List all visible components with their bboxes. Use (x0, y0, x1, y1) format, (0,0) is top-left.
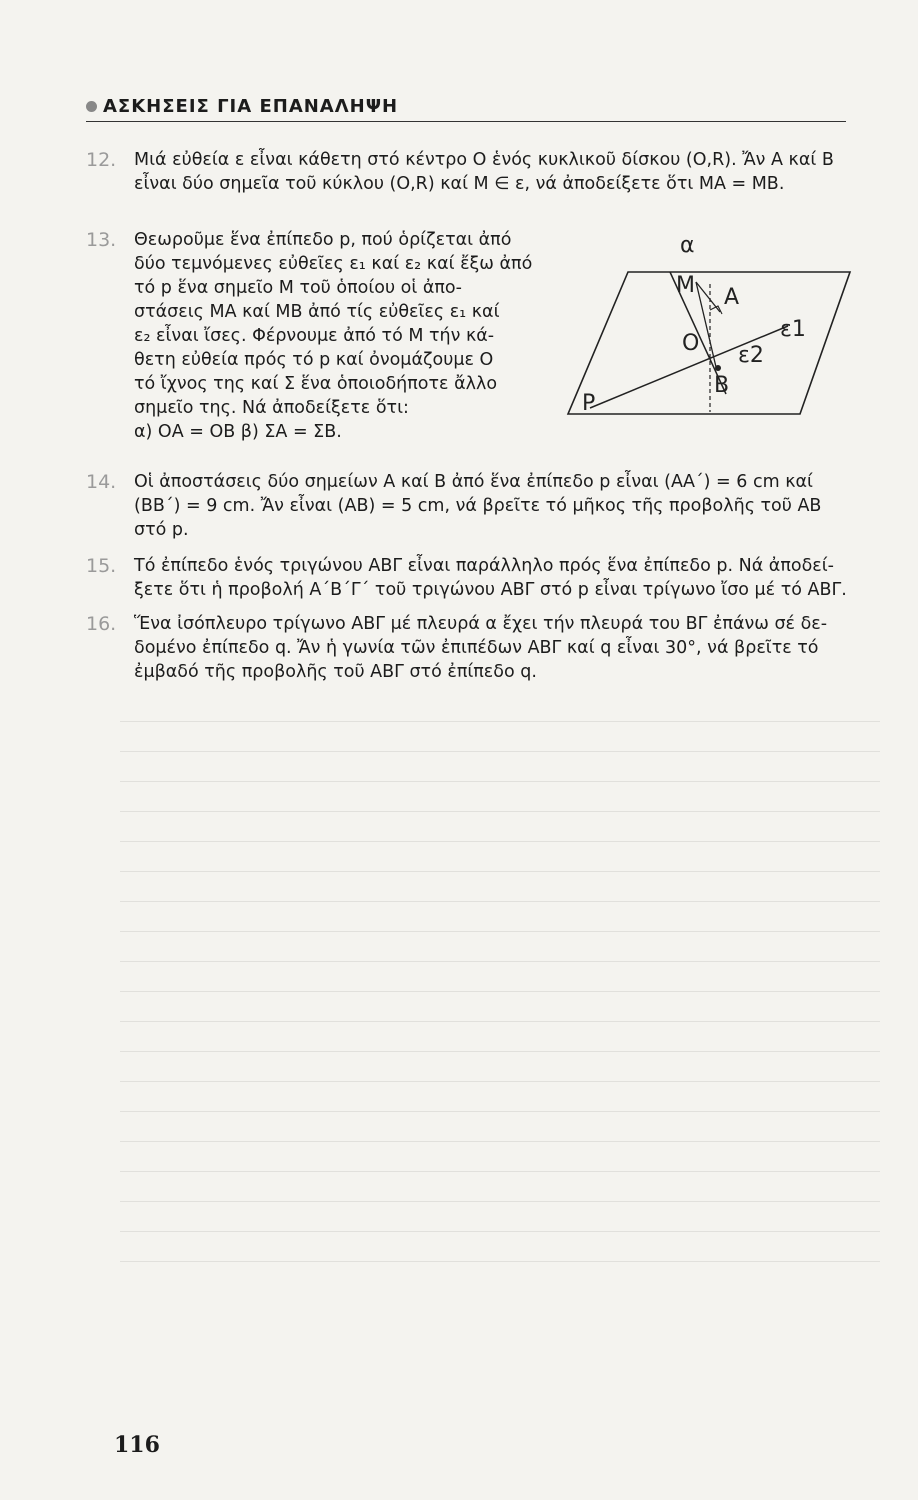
exercise-text-line: εἶναι δύο σημεῖα τοῦ κύκλου (Ο,R) καί Μ ∈ ε, νά ἀποδείξετε ὅτι ΜΑ = ΜΒ. (134, 174, 785, 194)
exercise-text-line: στό p. (134, 520, 189, 540)
exercise-text-line: στάσεις ΜΑ καί ΜΒ ἀπό τίς εὐθεῖες ε₁ καί (134, 302, 500, 322)
label-e2: ε2 (738, 343, 764, 368)
section-header (86, 96, 846, 122)
exercise-text-line: (ΒΒ΄) = 9 cm. Ἄν εἶναι (ΑΒ) = 5 cm, νά βρεῖτε τό μῆκος τῆς προβολῆς τοῦ ΑΒ (134, 496, 822, 516)
exercise-number: 13. (86, 229, 117, 251)
exercise-text-line: ξετε ὅτι ἡ προβολή Α΄Β΄Γ΄ τοῦ τριγώνου ΑΒΓ στό p εἶναι τρίγωνο ἴσο μέ τό ΑΒΓ. (134, 580, 847, 600)
show-through-texture (120, 720, 880, 1280)
page-number: 116 (114, 1432, 160, 1458)
exercise-13 (86, 228, 534, 444)
figure-svg (550, 232, 862, 422)
label-P: P (582, 391, 596, 416)
label-B: B (714, 373, 730, 398)
exercise-number: 16. (86, 613, 117, 635)
exercise-14 (86, 470, 904, 542)
exercise-text-line: Τό ἐπίπεδο ἑνός τριγώνου ΑΒΓ εἶναι παράλληλο πρός ἕνα ἐπίπεδο p. Νά ἀποδεί- (134, 556, 834, 576)
label-O: O (682, 331, 700, 356)
exercise-text-line: θετη εὐθεία πρός τό p καί ὀνομάζουμε Ο (134, 350, 494, 370)
exercise-12 (86, 148, 896, 196)
exercise-16 (86, 612, 904, 684)
exercise-text-line: σημεῖο της. Νά ἀποδείξετε ὅτι: (134, 398, 409, 418)
label-A: A (724, 285, 740, 310)
exercise-text-line: Θεωροῦμε ἕνα ἐπίπεδο p, πού ὁρίζεται ἀπό (134, 230, 512, 250)
exercise-number: 14. (86, 471, 117, 493)
exercise-text-line: ἐμβαδό τῆς προβολῆς τοῦ ΑΒΓ στό ἐπίπεδο q. (134, 662, 537, 682)
exercise-number: 15. (86, 555, 117, 577)
plane-p (568, 272, 850, 414)
exercise-text-line: α) ΟΑ = ΟΒ β) ΣΑ = ΣΒ. (134, 422, 342, 442)
exercise-text-line: τό ἴχνος της καί Σ ἕνα ὁποιοδήποτε ἄλλο (134, 374, 498, 394)
label-alpha: α (680, 233, 695, 258)
point-B (715, 365, 721, 371)
exercise-15 (86, 554, 904, 602)
exercise-text-line: Οἱ ἀποστάσεις δύο σημείων Α καί Β ἀπό ἕνα ἐπίπεδο p εἶναι (ΑΑ΄) = 6 cm καί (134, 472, 813, 492)
exercise-text-line: τό p ἕνα σημεῖο Μ τοῦ ὁποίου οἱ ἀπο- (134, 278, 462, 298)
exercise-number: 12. (86, 149, 117, 171)
exercise-text-line: δομένο ἐπίπεδο q. Ἄν ἡ γωνία τῶν ἐπιπέδων ΑΒΓ καί q εἶναι 30°, νά βρεῖτε τό (134, 638, 819, 658)
label-M: M (676, 273, 695, 298)
bullet-dot-icon (86, 101, 97, 112)
plane-geometry-figure (550, 232, 862, 422)
exercise-text-line: δύο τεμνόμενες εὐθεῖες ε₁ καί ε₂ καί ἔξω ἀπό (134, 254, 533, 274)
exercise-text-line: ε₂ εἶναι ἴσες. Φέρνουμε ἀπό τό Μ τήν κά- (134, 326, 495, 346)
exercise-text-line: Μιά εὐθεία ε εἶναι κάθετη στό κέντρο Ο ἑνός κυκλικοῦ δίσκου (Ο,R). Ἄν Α καί Β (134, 150, 834, 170)
label-e1: ε1 (780, 317, 806, 342)
exercise-text-line: Ἕνα ἰσόπλευρο τρίγωνο ΑΒΓ μέ πλευρά α ἔχει τήν πλευρά του ΒΓ ἐπάνω σέ δε- (134, 614, 828, 634)
section-title: ΑΣΚΗΣΕΙΣ ΓΙΑ ΕΠΑΝΑΛΗΨΗ (103, 96, 399, 117)
right-angle-mark (710, 306, 722, 314)
